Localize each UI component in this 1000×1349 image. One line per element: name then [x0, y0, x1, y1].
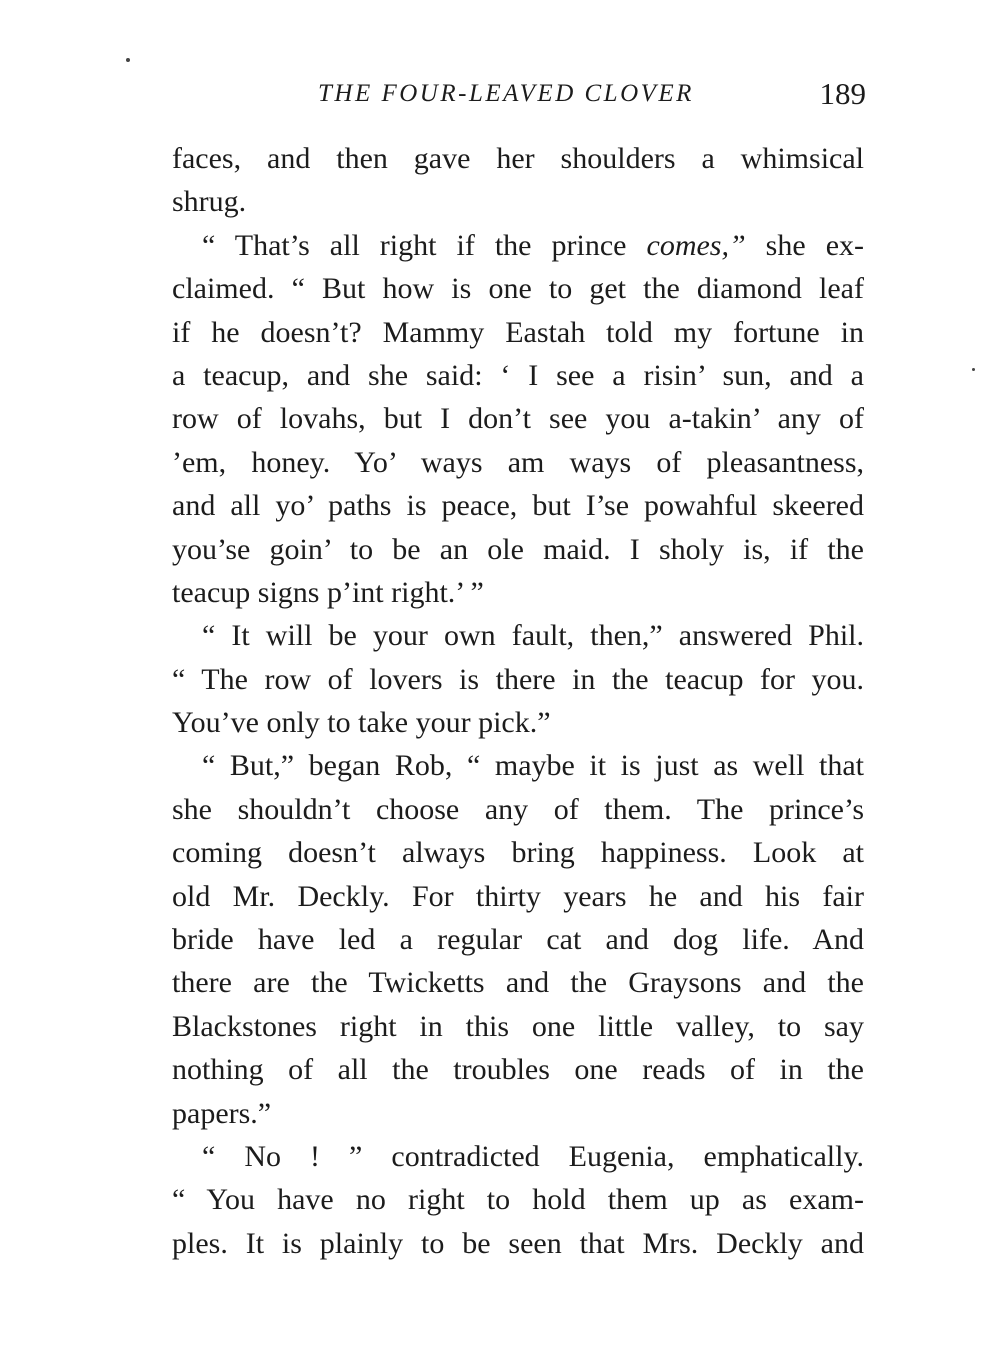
- text-line: [172, 1005, 864, 1048]
- text-segment: she shouldn’t choose any of them. The prince’s: [172, 792, 864, 826]
- text-line: [172, 528, 864, 571]
- text-segment: shrug.: [172, 185, 247, 219]
- text-segment: “ It will be your own fault, then,” answered Phil.: [202, 619, 864, 653]
- text-segment: ples. It is plainly to be seen that Mrs. Deckly and: [172, 1226, 864, 1260]
- text-segment: there are the Twicketts and the Graysons and the: [172, 966, 864, 1000]
- page-speck: [972, 368, 975, 371]
- text-line: [172, 1178, 864, 1221]
- text-segment: “ The row of lovers is there in the teacup for you.: [172, 662, 864, 696]
- text-segment: if he doesn’t? Mammy Eastah told my fortune in: [172, 315, 864, 349]
- text-segment: coming doesn’t always bring happiness. Look at: [172, 836, 864, 870]
- text-segment: papers.”: [172, 1096, 272, 1130]
- text-line: [172, 658, 864, 701]
- text-line: [172, 571, 864, 614]
- text-segment: faces, and then gave her shoulders a whimsical: [172, 142, 864, 175]
- text-line: [172, 744, 864, 787]
- text-segment: she ex-: [745, 228, 864, 262]
- text-line: [172, 788, 864, 831]
- text-segment: “ No ! ” contradicted Eugenia, emphatically.: [202, 1139, 864, 1173]
- text-line: [172, 224, 864, 267]
- text-line: [172, 614, 864, 657]
- text-line: [172, 267, 864, 310]
- text-line: [172, 311, 864, 354]
- page-header: [318, 76, 866, 116]
- text-segment: nothing of all the troubles one reads of in the: [172, 1053, 864, 1087]
- text-line: [172, 484, 864, 527]
- page-number: 189: [819, 76, 866, 111]
- text-segment: ’em, honey. Yo’ ways am ways of pleasantness,: [172, 445, 864, 479]
- text-line: [172, 875, 864, 918]
- text-segment: “ But,” began Rob, “ maybe it is just as well that: [202, 749, 864, 783]
- text-segment: “ You have no right to hold them up as exam-: [172, 1183, 864, 1217]
- running-title: THE FOUR-LEAVED CLOVER: [318, 80, 694, 107]
- text-segment: and all yo’ paths is peace, but I’se powahful skeered: [172, 489, 864, 523]
- text-line: [172, 701, 864, 744]
- text-line: [172, 1092, 864, 1135]
- text-line: [172, 397, 864, 440]
- body-text: [172, 137, 864, 1265]
- text-line: [172, 1222, 864, 1265]
- text-segment: you’se goin’ to be an ole maid. I sholy is, if the: [172, 532, 864, 566]
- text-line: [172, 180, 864, 223]
- page-speck: [126, 58, 130, 62]
- text-segment: row of lovahs, but I don’t see you a-takin’ any of: [172, 402, 864, 436]
- text-line: [172, 137, 864, 180]
- text-line: [172, 1048, 864, 1091]
- text-line: [172, 1135, 864, 1178]
- italic-word: comes,”: [646, 228, 746, 262]
- text-segment: You’ve only to take your pick.”: [172, 706, 551, 740]
- text-line: [172, 831, 864, 874]
- text-line: [172, 918, 864, 961]
- text-line: [172, 961, 864, 1004]
- text-segment: old Mr. Deckly. For thirty years he and his fair: [172, 879, 864, 913]
- text-segment: claimed. “ But how is one to get the diamond leaf: [172, 272, 864, 306]
- text-segment: Blackstones right in this one little valley, to say: [172, 1009, 864, 1043]
- text-segment: bride have led a regular cat and dog life. And: [172, 923, 864, 957]
- text-segment: “ That’s all right if the prince: [202, 228, 647, 262]
- text-line: [172, 441, 864, 484]
- text-line: [172, 354, 864, 397]
- text-segment: teacup signs p’int right.’ ”: [172, 575, 484, 609]
- text-segment: a teacup, and she said: ‘ I see a risin’ sun, and a: [172, 358, 864, 392]
